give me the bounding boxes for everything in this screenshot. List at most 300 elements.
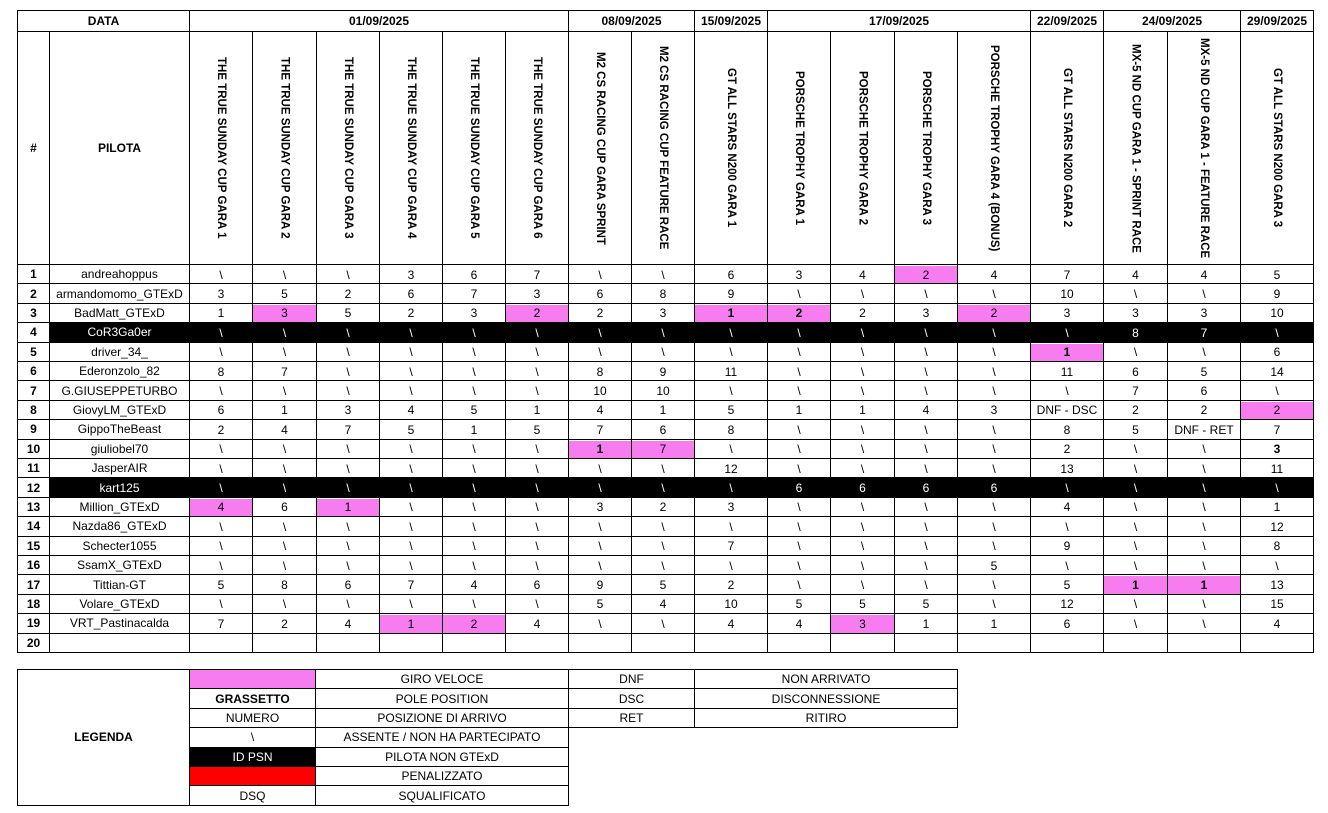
result-cell xyxy=(1030,633,1104,653)
result-value: 6 xyxy=(470,267,478,282)
result-value: \ xyxy=(992,539,996,554)
result-value: 3 xyxy=(1132,306,1139,321)
result-value: \ xyxy=(219,519,223,534)
result-value: \ xyxy=(1202,519,1206,534)
legend-meaning: ASSENTE / NON HA PARTECIPATO xyxy=(315,727,569,747)
result-value: 2 xyxy=(344,287,352,302)
result-cell xyxy=(189,322,253,342)
result-value: 2 xyxy=(281,616,288,631)
result-cell xyxy=(830,264,895,284)
result-cell xyxy=(1103,555,1168,575)
result-cell xyxy=(957,400,1031,420)
result-value: 4 xyxy=(1132,267,1139,282)
race-name: THE TRUE SUNDAY CUP GARA 6 xyxy=(531,57,543,239)
result-value: 8 xyxy=(281,578,288,593)
result-cell xyxy=(694,283,768,303)
result-value: 9 xyxy=(727,287,735,302)
result-value: \ xyxy=(797,558,801,573)
result-value: 13 xyxy=(1060,461,1074,476)
result-cell xyxy=(316,477,380,497)
result-cell xyxy=(316,283,380,303)
legend-code: DSC xyxy=(568,688,695,708)
result-cell xyxy=(1240,380,1314,400)
result-cell xyxy=(694,322,768,342)
result-cell xyxy=(957,380,1031,400)
result-value: \ xyxy=(346,384,350,399)
row-number: 4 xyxy=(17,322,50,342)
result-cell xyxy=(894,264,958,284)
result-value: 12 xyxy=(1270,519,1284,534)
row-number: 16 xyxy=(17,555,50,575)
result-cell xyxy=(1103,613,1168,633)
result-cell xyxy=(252,400,317,420)
result-cell xyxy=(189,536,253,556)
fastest-lap-result: 1 xyxy=(1168,576,1240,593)
result-cell xyxy=(894,380,958,400)
result-value: 3 xyxy=(795,267,803,282)
result-cell xyxy=(1103,322,1168,342)
result-cell xyxy=(1030,400,1104,420)
pilot-name: Million_GTExD xyxy=(49,497,190,517)
result-cell xyxy=(830,342,895,362)
result-cell xyxy=(1030,419,1104,439)
result-value: \ xyxy=(1202,558,1206,573)
result-value: \ xyxy=(472,364,476,379)
race-name: MX-5 ND CUP GARA 1 - SPRINT RACE xyxy=(1129,43,1142,253)
result-value: \ xyxy=(924,364,928,379)
result-value: \ xyxy=(797,364,801,379)
result-cell xyxy=(568,633,632,653)
result-cell xyxy=(568,439,632,459)
result-cell xyxy=(316,613,380,633)
result-cell xyxy=(1167,303,1241,323)
result-value: \ xyxy=(860,461,865,476)
result-value: 5 xyxy=(795,597,803,612)
result-cell xyxy=(568,303,632,323)
result-cell xyxy=(505,380,569,400)
pilot-name: andreahoppus xyxy=(49,264,190,284)
result-value xyxy=(569,635,631,652)
race-name: GT ALL STARS N200 GARA 1 xyxy=(725,68,737,228)
pilot-name: armandomomo_GTExD xyxy=(49,283,190,303)
result-value: \ xyxy=(924,325,928,340)
result-cell xyxy=(189,342,253,362)
result-cell xyxy=(830,361,895,381)
result-cell xyxy=(894,497,958,517)
result-value: \ xyxy=(535,500,539,515)
result-cell xyxy=(252,555,317,575)
result-value: \ xyxy=(924,578,928,593)
result-value: 6 xyxy=(795,481,803,496)
result-cell xyxy=(505,342,569,362)
result-cell xyxy=(1167,458,1241,478)
result-cell xyxy=(1167,361,1241,381)
row-number: 19 xyxy=(17,613,50,633)
result-value: 10 xyxy=(656,384,670,399)
result-value: 5 xyxy=(1063,578,1071,593)
result-value: \ xyxy=(219,345,223,360)
result-cell xyxy=(694,380,768,400)
data-header: DATA xyxy=(17,10,190,32)
race-name: THE TRUE SUNDAY CUP GARA 2 xyxy=(278,57,291,239)
result-cell xyxy=(694,613,768,633)
legend-symbol: \ xyxy=(189,727,316,747)
result-cell xyxy=(252,361,317,381)
pilot-name: giuliobel70 xyxy=(49,439,190,459)
result-value: \ xyxy=(409,500,413,515)
result-cell xyxy=(379,536,443,556)
result-cell xyxy=(1240,516,1314,536)
result-cell xyxy=(1240,342,1314,362)
result-value: 3 xyxy=(1273,442,1281,457)
result-value: \ xyxy=(797,325,801,340)
result-value xyxy=(831,635,894,652)
result-value: 5 xyxy=(596,597,604,612)
result-value: 9 xyxy=(596,578,604,593)
result-value: \ xyxy=(535,539,539,554)
result-cell xyxy=(1167,594,1241,614)
result-cell xyxy=(379,380,443,400)
result-cell xyxy=(505,633,569,653)
result-value xyxy=(1031,635,1103,652)
race-header xyxy=(694,31,768,265)
race-name: THE TRUE SUNDAY CUP GARA 3 xyxy=(342,57,354,239)
pilot-name: JasperAIR xyxy=(49,458,190,478)
race-name: PORSCHE TROPHY GARA 4 (BONUS) xyxy=(988,44,1000,252)
result-value xyxy=(1168,635,1240,652)
result-cell xyxy=(189,497,253,517)
result-cell xyxy=(694,458,768,478)
result-cell xyxy=(442,536,506,556)
result-cell xyxy=(1240,594,1314,614)
result-value: \ xyxy=(924,287,928,302)
fastest-lap-result: 1 xyxy=(1031,344,1103,361)
result-cell xyxy=(316,497,380,517)
result-value: \ xyxy=(598,345,602,360)
result-cell xyxy=(894,342,958,362)
result-cell xyxy=(1103,400,1168,420)
result-cell xyxy=(189,439,253,459)
result-value: 8 xyxy=(1132,325,1139,340)
result-value: 5 xyxy=(533,422,541,437)
result-cell xyxy=(1167,283,1241,303)
result-value: \ xyxy=(797,384,801,399)
result-cell xyxy=(189,361,253,381)
date-header: 01/09/2025 xyxy=(189,10,569,32)
result-value: \ xyxy=(1202,287,1206,302)
result-cell xyxy=(189,613,253,633)
result-value: \ xyxy=(535,364,539,379)
result-cell xyxy=(894,613,958,633)
result-cell xyxy=(694,516,768,536)
result-cell xyxy=(631,342,695,362)
result-value: 4 xyxy=(344,616,352,631)
result-value: 5 xyxy=(1200,364,1208,379)
result-cell xyxy=(1167,633,1241,653)
result-cell xyxy=(379,361,443,381)
result-cell xyxy=(1103,283,1168,303)
fastest-lap-result: 7 xyxy=(632,441,694,458)
result-value: \ xyxy=(346,442,350,457)
result-cell xyxy=(1167,380,1241,400)
result-value: 6 xyxy=(344,578,352,593)
result-cell xyxy=(252,439,317,459)
race-name: PORSCHE TROPHY GARA 2 xyxy=(856,71,869,225)
result-value: 4 xyxy=(281,422,288,437)
result-value: \ xyxy=(472,481,476,496)
result-cell xyxy=(767,380,831,400)
result-cell xyxy=(830,594,895,614)
result-value: \ xyxy=(1202,481,1206,496)
result-value: \ xyxy=(282,384,287,399)
result-cell xyxy=(1103,380,1168,400)
result-cell xyxy=(767,400,831,420)
result-cell xyxy=(767,633,831,653)
result-value: \ xyxy=(860,578,865,593)
result-value: \ xyxy=(282,597,287,612)
pilot-name: Schecter1055 xyxy=(49,536,190,556)
pilot-name: VRT_Pastinacalda xyxy=(49,613,190,633)
row-number: 10 xyxy=(17,439,50,459)
result-value: \ xyxy=(219,481,223,496)
result-cell xyxy=(1030,380,1104,400)
result-cell xyxy=(694,477,768,497)
result-cell xyxy=(316,439,380,459)
result-value: 9 xyxy=(1063,539,1071,554)
result-cell xyxy=(1030,322,1104,342)
result-cell xyxy=(1030,574,1104,594)
result-cell xyxy=(316,361,380,381)
result-cell xyxy=(568,283,632,303)
result-cell xyxy=(631,633,695,653)
row-number: 11 xyxy=(17,458,50,478)
result-cell xyxy=(379,516,443,536)
result-cell xyxy=(1030,458,1104,478)
result-value: 4 xyxy=(1063,500,1071,515)
race-header xyxy=(316,31,380,265)
result-cell xyxy=(694,303,768,323)
result-cell xyxy=(957,342,1031,362)
result-cell xyxy=(379,400,443,420)
row-number: 18 xyxy=(17,594,50,614)
pilot-name: G.GIUSEPPETURBO xyxy=(49,380,190,400)
row-number: 14 xyxy=(17,516,50,536)
race-name: PORSCHE TROPHY GARA 1 xyxy=(793,71,805,225)
result-cell xyxy=(767,555,831,575)
result-value: \ xyxy=(535,461,539,476)
result-value: \ xyxy=(282,461,287,476)
result-cell xyxy=(1103,477,1168,497)
fastest-lap-result: 3 xyxy=(831,615,894,632)
result-value: 2 xyxy=(727,578,735,593)
result-value: \ xyxy=(219,442,223,457)
result-cell xyxy=(894,361,958,381)
result-cell xyxy=(568,400,632,420)
fastest-lap-result: 1 xyxy=(380,615,442,632)
result-value: \ xyxy=(1133,442,1138,457)
result-value: \ xyxy=(661,616,665,631)
result-value: \ xyxy=(1133,287,1138,302)
result-value: \ xyxy=(1133,500,1138,515)
result-value: 11 xyxy=(1060,364,1074,379)
result-cell xyxy=(252,516,317,536)
result-value: \ xyxy=(924,384,928,399)
fastest-lap-result: 3 xyxy=(253,305,316,322)
result-cell xyxy=(631,458,695,478)
result-value: \ xyxy=(661,539,665,554)
result-value: 5 xyxy=(990,558,998,573)
legend-code-meaning: NON ARRIVATO xyxy=(694,669,958,689)
result-value: 6 xyxy=(407,287,415,302)
result-cell xyxy=(894,633,958,653)
result-cell xyxy=(830,400,895,420)
date-header: 29/09/2025 xyxy=(1240,10,1314,32)
result-cell xyxy=(1030,516,1104,536)
pilot-name: CoR3Ga0er xyxy=(49,322,190,342)
result-value: \ xyxy=(409,481,413,496)
result-value: 8 xyxy=(596,364,604,379)
result-value: 3 xyxy=(407,267,415,282)
result-cell xyxy=(694,439,768,459)
result-value: 8 xyxy=(217,364,225,379)
result-value: 2 xyxy=(1132,403,1139,418)
result-cell xyxy=(1167,555,1241,575)
result-value: \ xyxy=(1065,519,1069,534)
pilot-name: kart125 xyxy=(49,477,190,497)
result-cell xyxy=(1240,613,1314,633)
result-value: \ xyxy=(1275,325,1279,340)
result-cell xyxy=(568,477,632,497)
result-cell xyxy=(1167,516,1241,536)
result-cell xyxy=(767,303,831,323)
result-value: 3 xyxy=(727,500,735,515)
result-value: \ xyxy=(472,345,476,360)
result-cell xyxy=(568,361,632,381)
result-value: 1 xyxy=(281,403,288,418)
result-value: \ xyxy=(535,345,539,360)
legend-symbol xyxy=(189,766,316,786)
result-cell xyxy=(694,419,768,439)
race-header xyxy=(1030,31,1104,265)
race-header xyxy=(505,31,569,265)
result-cell xyxy=(252,264,317,284)
result-value: 4 xyxy=(727,616,735,631)
result-cell xyxy=(1103,594,1168,614)
result-cell xyxy=(505,555,569,575)
result-cell xyxy=(442,283,506,303)
fastest-lap-result: 1 xyxy=(1104,576,1167,593)
result-cell xyxy=(830,574,895,594)
result-value: \ xyxy=(535,384,539,399)
result-cell xyxy=(830,536,895,556)
result-cell xyxy=(830,477,895,497)
row-number: 8 xyxy=(17,400,50,420)
result-value: \ xyxy=(729,558,733,573)
result-value: \ xyxy=(1202,597,1206,612)
result-value xyxy=(768,635,830,652)
result-cell xyxy=(1240,361,1314,381)
result-value: 3 xyxy=(922,306,930,321)
result-cell xyxy=(957,322,1031,342)
result-value: 1 xyxy=(859,403,866,418)
result-value: \ xyxy=(219,325,223,340)
result-cell xyxy=(189,516,253,536)
result-value: \ xyxy=(1133,461,1138,476)
result-value: \ xyxy=(472,597,476,612)
pilot-name: SsamX_GTExD xyxy=(49,555,190,575)
result-value: \ xyxy=(535,558,539,573)
race-header xyxy=(568,31,632,265)
result-cell xyxy=(1167,477,1241,497)
result-value: 9 xyxy=(659,364,667,379)
result-value: 6 xyxy=(990,481,998,496)
result-value: 5 xyxy=(281,287,288,302)
result-cell xyxy=(1167,419,1241,439)
result-value: \ xyxy=(1275,384,1279,399)
result-cell xyxy=(316,536,380,556)
result-value: \ xyxy=(1065,558,1069,573)
result-value: 4 xyxy=(533,616,541,631)
result-value: 7 xyxy=(217,616,225,631)
result-cell xyxy=(505,303,569,323)
result-value: \ xyxy=(346,364,350,379)
result-cell xyxy=(252,477,317,497)
result-value: 5 xyxy=(727,403,735,418)
result-value: \ xyxy=(860,539,865,554)
result-cell xyxy=(894,555,958,575)
pilot-name: Nazda86_GTExD xyxy=(49,516,190,536)
result-value: 6 xyxy=(1273,345,1281,360)
result-value: 4 xyxy=(659,597,667,612)
result-cell xyxy=(957,516,1031,536)
result-value: 4 xyxy=(1273,616,1281,631)
legend-code-meaning: DISCONNESSIONE xyxy=(694,688,958,708)
result-value: \ xyxy=(924,539,928,554)
result-cell xyxy=(379,342,443,362)
result-value: 1 xyxy=(922,616,930,631)
race-name: M2 CS RACING CUP FEATURE RACE xyxy=(657,46,669,250)
result-cell xyxy=(189,419,253,439)
result-cell xyxy=(767,342,831,362)
result-value: 10 xyxy=(1060,287,1074,302)
race-header xyxy=(1240,31,1314,265)
result-value: \ xyxy=(729,384,733,399)
result-value xyxy=(380,635,442,652)
legend-title: LEGENDA xyxy=(17,669,190,806)
result-cell xyxy=(694,633,768,653)
result-cell xyxy=(830,613,895,633)
result-value: 13 xyxy=(1270,578,1284,593)
fastest-lap-result: 2 xyxy=(768,305,830,322)
result-cell xyxy=(767,419,831,439)
date-header: 15/09/2025 xyxy=(694,10,768,32)
result-value: 2 xyxy=(1200,403,1208,418)
result-cell xyxy=(568,264,632,284)
result-cell xyxy=(1030,303,1104,323)
row-number: 2 xyxy=(17,283,50,303)
result-value: \ xyxy=(598,481,602,496)
result-value: \ xyxy=(472,384,476,399)
result-value: 7 xyxy=(727,539,735,554)
result-cell xyxy=(505,400,569,420)
result-value: \ xyxy=(992,422,996,437)
result-cell xyxy=(189,594,253,614)
result-cell xyxy=(252,322,317,342)
result-value: \ xyxy=(1202,539,1206,554)
result-cell xyxy=(252,458,317,478)
result-cell xyxy=(631,497,695,517)
result-cell xyxy=(1240,555,1314,575)
